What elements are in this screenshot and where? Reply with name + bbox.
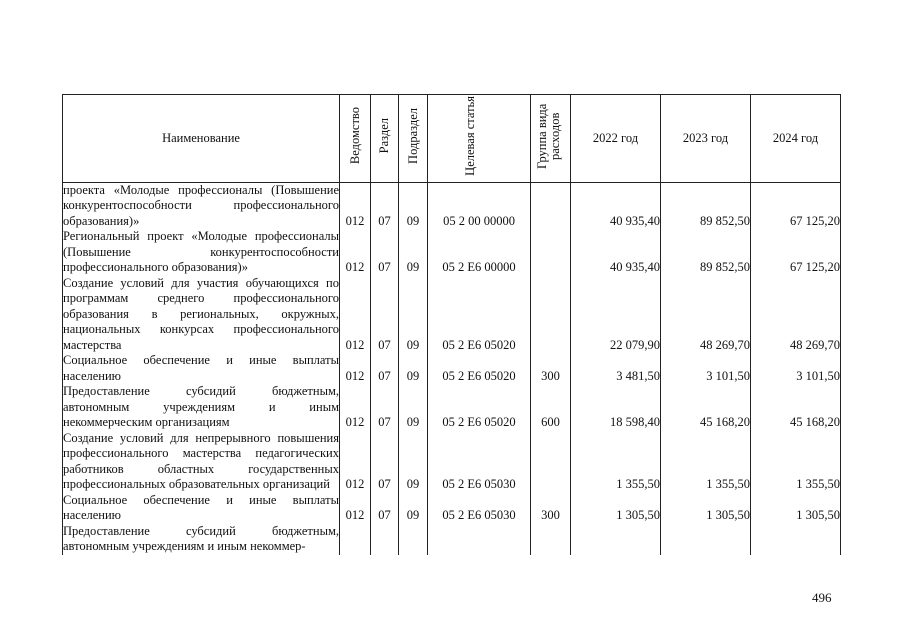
table-header-row (63, 95, 841, 183)
row-2024-cell (751, 524, 841, 555)
table-row (63, 493, 841, 524)
header-2023: 2023 год (661, 95, 751, 183)
table-row (63, 276, 841, 354)
row-2022-cell: 1 305,50 (571, 493, 661, 524)
row-section-cell: 07 (371, 182, 399, 229)
row-section-cell: 07 (371, 276, 399, 354)
row-2024-cell: 1 305,50 (751, 493, 841, 524)
header-2024: 2024 год (751, 95, 841, 183)
row-target-article-cell: 05 2 E6 05030 (428, 431, 531, 493)
row-2023-cell: 45 168,20 (661, 384, 751, 431)
row-name-cell: проекта «Молодые профессионалы (Повышение конкурентоспособности профессионального образования)» (63, 182, 339, 228)
row-2023-cell: 3 101,50 (661, 353, 751, 384)
row-2022-cell: 40 935,40 (571, 182, 661, 229)
header-ministry: Ведомство (340, 95, 371, 183)
row-ministry-cell: 012 (340, 276, 371, 354)
row-2022-cell: 18 598,40 (571, 384, 661, 431)
table-row (63, 353, 841, 384)
row-2024-cell: 67 125,20 (751, 182, 841, 229)
row-section-cell: 07 (371, 493, 399, 524)
row-name-cell: Предоставление субсидий бюджетным, автономным учреждениям и иным некоммерческим организациям (63, 384, 339, 429)
row-target-article-cell: 05 2 E6 00000 (428, 229, 531, 276)
table-row (63, 229, 841, 276)
row-target-article-cell: 05 2 E6 05020 (428, 353, 531, 384)
table-row (63, 182, 841, 229)
row-expense-group-cell (531, 182, 571, 229)
row-2023-cell: 48 269,70 (661, 276, 751, 354)
row-subsection-cell: 09 (399, 276, 428, 354)
row-name-cell: Региональный проект «Молодые профессионалы (Повышение конкурентоспособности профессионального образования)» (63, 229, 339, 274)
row-2022-cell: 1 355,50 (571, 431, 661, 493)
row-name-cell: Создание условий для участия обучающихся по программам среднего профессионального образования в региональных, окружных, национальных конкурсах профессионального мастерства (63, 275, 339, 352)
row-2022-cell: 22 079,90 (571, 276, 661, 354)
row-ministry-cell: 012 (340, 182, 371, 229)
row-subsection-cell: 09 (399, 384, 428, 431)
row-ministry-cell (340, 524, 371, 555)
row-expense-group-cell: 300 (531, 353, 571, 384)
row-target-article-cell (428, 524, 531, 555)
row-2024-cell: 1 355,50 (751, 431, 841, 493)
header-section: Раздел (371, 95, 399, 183)
budget-table (62, 94, 841, 555)
row-2023-cell (661, 524, 751, 555)
row-expense-group-cell (531, 276, 571, 354)
table-row (63, 384, 841, 431)
row-2024-cell: 45 168,20 (751, 384, 841, 431)
row-expense-group-cell: 600 (531, 384, 571, 431)
row-target-article-cell: 05 2 E6 05030 (428, 493, 531, 524)
row-subsection-cell: 09 (399, 353, 428, 384)
header-target-article: Целевая статья (428, 95, 531, 183)
row-2023-cell: 89 852,50 (661, 182, 751, 229)
row-2024-cell: 48 269,70 (751, 276, 841, 354)
row-subsection-cell: 09 (399, 431, 428, 493)
row-section-cell: 07 (371, 229, 399, 276)
header-name: Наименование (63, 95, 340, 183)
header-subsection: Подраздел (399, 95, 428, 183)
row-ministry-cell: 012 (340, 431, 371, 493)
row-2023-cell: 89 852,50 (661, 229, 751, 276)
table-row (63, 524, 841, 555)
table-row (63, 431, 841, 493)
row-name-cell: Социальное обеспечение и иные выплаты населению (63, 492, 339, 522)
row-name-cell: Предоставление субсидий бюджетным, автономным учреждениям и иным некоммер- (63, 523, 339, 553)
row-section-cell: 07 (371, 353, 399, 384)
row-target-article-cell: 05 2 00 00000 (428, 182, 531, 229)
row-ministry-cell: 012 (340, 229, 371, 276)
row-2023-cell: 1 355,50 (661, 431, 751, 493)
row-section-cell (371, 524, 399, 555)
page-number: 496 (812, 590, 832, 605)
row-ministry-cell: 012 (340, 353, 371, 384)
row-name-cell: Социальное обеспечение и иные выплаты населению (63, 353, 339, 383)
row-2024-cell: 67 125,20 (751, 229, 841, 276)
row-name-cell: Создание условий для непрерывного повышения профессионального мастерства педагогических работников областных государственных профессиональных образовательных организаций (63, 430, 339, 491)
row-expense-group-cell (531, 229, 571, 276)
row-subsection-cell: 09 (399, 229, 428, 276)
row-expense-group-cell: 300 (531, 493, 571, 524)
row-target-article-cell: 05 2 E6 05020 (428, 384, 531, 431)
row-2022-cell: 40 935,40 (571, 229, 661, 276)
row-expense-group-cell (531, 524, 571, 555)
row-target-article-cell: 05 2 E6 05020 (428, 276, 531, 354)
row-subsection-cell (399, 524, 428, 555)
header-expense-group: Группа вида расходов (531, 95, 571, 183)
row-subsection-cell: 09 (399, 493, 428, 524)
row-2024-cell: 3 101,50 (751, 353, 841, 384)
row-2023-cell: 1 305,50 (661, 493, 751, 524)
row-section-cell: 07 (371, 384, 399, 431)
row-2022-cell (571, 524, 661, 555)
row-section-cell: 07 (371, 431, 399, 493)
row-ministry-cell: 012 (340, 384, 371, 431)
row-2022-cell: 3 481,50 (571, 353, 661, 384)
row-ministry-cell: 012 (340, 493, 371, 524)
row-subsection-cell: 09 (399, 182, 428, 229)
header-2022: 2022 год (571, 95, 661, 183)
row-expense-group-cell (531, 431, 571, 493)
